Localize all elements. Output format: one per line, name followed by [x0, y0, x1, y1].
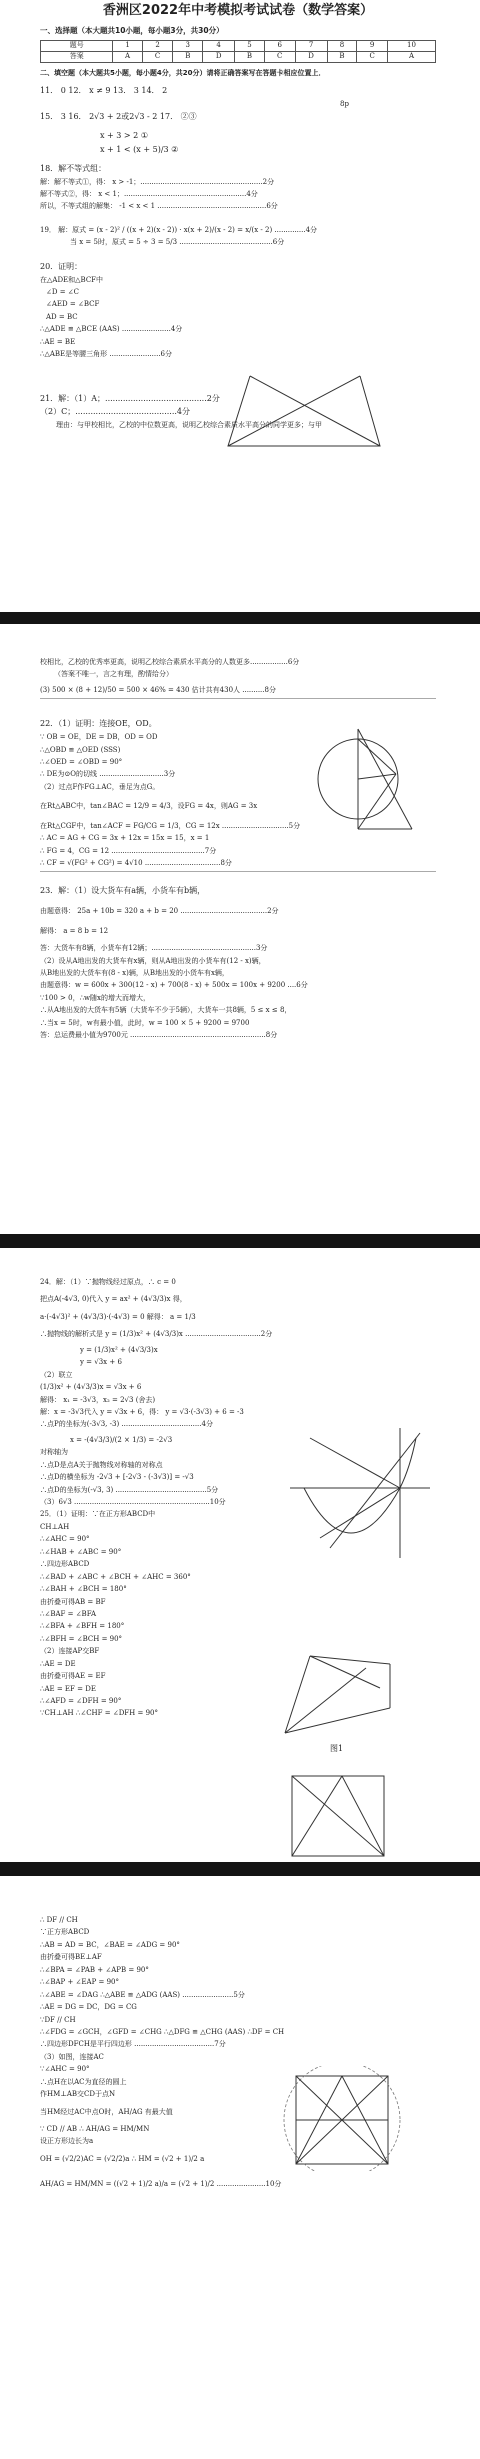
q25-line-f: ∴∠BAH + ∠BCH = 180°	[40, 1585, 127, 1594]
q20-line-c: ∠AED = ∠BCF	[46, 300, 100, 309]
q20-line-g: ∴△ABE是等腰三角形 .......................6分	[40, 350, 173, 359]
page-2	[0, 624, 480, 1234]
page-4	[0, 1876, 480, 2459]
q24-line-m: ∴点D是点A关于抛物线对称轴的对称点	[40, 1460, 163, 1469]
answer-table-head	[41, 40, 436, 51]
q24-line-j: ∴点P的坐标为(-3√3, -3) ....................................4分	[40, 1420, 213, 1429]
q18-step2: 解不等式②，得： x < 1；.......................................................4分	[40, 189, 258, 198]
q25-line-b: ∴∠AHC = 90°	[40, 1535, 90, 1544]
q23-line-f: 由题意得：w = 600x + 300(12 - x) + 700(8 - x) + 500x = 100x + 9200 ....6分	[40, 981, 308, 990]
q20-line-e: ∴△ADE ≌ △BCE (AAS) ......................4分	[40, 325, 183, 334]
answer-table-head-cell: 7	[295, 40, 327, 51]
page-1	[0, 0, 480, 612]
answer-table-cell: D	[203, 51, 235, 62]
p4-line-13: ∵∠AHC = 90°	[40, 2065, 90, 2074]
q20-line-a: 在△ADE和△BCF中	[40, 275, 104, 284]
p4-line-3: ∴AB = AD = BC，∠BAE = ∠ADG = 90°	[40, 1940, 180, 1949]
p4-line-19: OH = (√2/2)AC = (√2/2)a ∴ HM = (√2 + 1)/2 a	[40, 2154, 205, 2163]
inequality-2: x + 1 < (x + 5)/3 ②	[100, 144, 179, 154]
q22-line-g: 在Rt△CGF中，tan∠ACF = FG/CG = 1/3，CG = 12x ..............................5分	[40, 821, 301, 830]
p4-line-7: ∴∠ABE = ∠DAG ∴△ABE ≌ △ADG (AAS) .......................5分	[40, 1990, 245, 1999]
p4-line-8: ∴AE = DG = DC，DG = CG	[40, 2003, 137, 2012]
p4-line-12: （3）如图，连接AC	[40, 2052, 104, 2061]
answer-table-cell: D	[295, 51, 327, 62]
q23-line-i: ∴当x = 5时，w有最小值，此时，w = 100 × 5 + 9200 = 9700	[40, 1018, 250, 1027]
answer-table-row	[41, 51, 436, 62]
answer-table-head-cell: 3	[173, 40, 203, 51]
p4-line-1: ∴ DF // CH	[40, 1916, 78, 1924]
q23-line-e: 从B地出发的大货车有(8 - x)辆，从B地出发的小货车有x辆，	[40, 969, 229, 978]
q22-heading: 22．（1）证明：连接OE，OD。	[40, 719, 157, 729]
q25-figure-3	[282, 2066, 402, 2171]
q25-line-i: ∴∠BFA + ∠BFH = 180°	[40, 1622, 125, 1631]
answer-table	[40, 40, 436, 63]
p4-line-6: ∴∠BAP + ∠EAP = 90°	[40, 1978, 120, 1987]
q22-figure	[300, 724, 420, 834]
q24-line-g: (1/3)x² + (4√3/3)x = √3x + 6	[40, 1383, 142, 1392]
q25-line-j: ∴∠BFH = ∠BCH = 90°	[40, 1634, 123, 1643]
section-fill-heading: 二、填空题（本大题共5小题，每小题4分，共20分）请将正确答案写在答题卡相应位置上．	[40, 68, 326, 77]
q24-line-l: 对称轴为	[40, 1448, 68, 1457]
q20-line-d: AD = BC	[46, 312, 78, 321]
answer-table-cell: C	[264, 51, 295, 62]
answer-table-head-cell: 9	[357, 40, 388, 51]
answer-table-cell: A	[388, 51, 436, 62]
p4-line-18: 设正方形边长为a	[40, 2137, 94, 2146]
q21-line-4: 校相比，乙校的优秀率更高，说明乙校综合素质水平高分的人数更多.................6分	[40, 658, 300, 666]
q24-line-a: 把点A(-4√3, 0)代入 y = ax² + (4√3/3)x 得，	[40, 1295, 187, 1304]
q24-line-e: y = √3x + 6	[80, 1358, 122, 1367]
q18-step1: 解：解不等式①，得： x > -1；.......................................................2分	[40, 177, 275, 186]
p4-line-20: AH/AG = HM/MN = ((√2 + 1)/2 a)/a = (√2 + 1)/2 ......................10分	[40, 2180, 282, 2189]
q23-line-b: 解得： a = 8 b = 12	[40, 926, 109, 935]
q25-line-n: ∴AE = EF = DE	[40, 1684, 96, 1693]
answer-table-head-cell: 8	[327, 40, 357, 51]
p4-line-4: 由折叠可得BE⊥AF	[40, 1953, 102, 1962]
q24-parabola-figure	[290, 1428, 430, 1558]
q23-line-h: ∴从A地出发的大货车有5辆（大货车不少于5辆），大货车一共8辆，5 ≤ x ≤ 8，	[40, 1006, 292, 1015]
page-gap-3	[0, 1862, 480, 1876]
q24-line-h: 解得： x₁ = -3√3，x₂ = 2√3 (舍去)	[40, 1395, 156, 1404]
p4-line-15: 作HM⊥AB交CD于点N	[40, 2090, 116, 2099]
q20-line-f: ∴AE = BE	[40, 337, 76, 346]
q23-line-d: （2）设从A地出发的大货车有x辆，则从A地出发的小货车有(12 - x)辆，	[40, 956, 266, 965]
q25-line-g: 由折叠可得AB = BF	[40, 1597, 106, 1606]
answer-table-cell: B	[173, 51, 203, 62]
fill-answers-1b: 8p	[340, 99, 349, 108]
q24-line-p: （3）6√3 .............................................................10分	[40, 1498, 226, 1506]
q20-figure	[220, 368, 390, 458]
p4-line-10: ∴∠FDG = ∠GCH，∠GFD = ∠CHG ∴△DFG ≌ △CHG (AAS) ∴DF = CH	[40, 2027, 285, 2036]
q24-line-c: ∴抛物线的解析式是 y = (1/3)x² + (4√3/3)x ..................................2分	[40, 1330, 273, 1339]
q23-line-c: 答：大货车有8辆，小货车有12辆；...............................................3分	[40, 944, 268, 953]
q22-line-c: ∴∠OED = ∠OBD = 90°	[40, 757, 123, 766]
q25-line-h: ∴∠BAF = ∠BFA	[40, 1609, 97, 1618]
section-choice-heading: 一、选择题（本大题共10小题，每小题3分，共30分）	[40, 25, 224, 35]
page-gap-2	[0, 1234, 480, 1248]
fill-answers-2: 15． 3 16． 2√3 + 2或2√3 - 2 17． ②③	[40, 112, 197, 122]
q25-figure-2	[282, 1770, 392, 1860]
q24-line-d: y = (1/3)x² + (4√3/3)x	[80, 1345, 158, 1354]
q19-step2: 当 x = 5时，原式 = 5 ÷ 3 = 5/3 ..........................................6分	[70, 238, 285, 247]
page-gap-1	[0, 612, 480, 624]
p4-line-14: ∴点H在以AC为直径的圆上	[40, 2077, 127, 2086]
q22-line-i: ∴ FG = 4，CG = 12 ..........................................7分	[40, 846, 217, 855]
p4-line-17: ∵ CD // AB ∴ AH/AG = HM/MN	[40, 2125, 150, 2133]
q22-line-j: ∴ CF = √(FG² + CG²) = 4√10 ..................................8分	[40, 859, 232, 868]
answer-table-head-cell: 10	[388, 40, 436, 51]
q20-line-b: ∠D = ∠C	[46, 287, 80, 296]
p4-line-9: ∵DF // CH	[40, 2015, 76, 2024]
q22-line-f: 在Rt△ABC中，tan∠BAC = 12/9 = 4/3，设FG = 4x，则AG = 3x	[40, 802, 258, 811]
page-title: 香洲区2022年中考模拟考试试卷（数学答案）	[102, 3, 374, 18]
q21-step3: (3) 500 × (8 + 12)/50 = 500 × 46% = 430 估计共有430人 ..........8分	[40, 685, 276, 694]
q25-line-p: ∵CH⊥AH ∴∠CHF = ∠DFH = 90°	[40, 1709, 158, 1718]
answer-table-head-cell: 2	[142, 40, 173, 51]
answer-table-cell: C	[357, 51, 388, 62]
q19-step1: 19． 解：原式 = (x - 2)² / ((x + 2)(x - 2)) · x(x + 2)/(x - 2) = x/(x - 2) ..............4分	[40, 225, 318, 234]
q25-figure-1	[270, 1648, 400, 1738]
p4-line-5: ∴∠BPA = ∠PAB + ∠APB = 90°	[40, 1965, 149, 1974]
inequality-1: x + 3 > 2 ①	[100, 131, 148, 141]
q24-line-f: （2）联立	[40, 1370, 73, 1379]
q25-line-o: ∴∠AFD = ∠DFH = 90°	[40, 1697, 122, 1705]
q24-line-b: a·(-4√3)² + (4√3/3)·(-4√3) = 0 解得： a = 1/3	[40, 1312, 196, 1321]
answer-table-head-cell: 5	[235, 40, 265, 51]
q24-line-n: ∴点D的横坐标为 -2√3 + [-2√3 - (-3√3)] = -√3	[40, 1473, 194, 1482]
q23-line-a: 由题意得： 25a + 10b = 320 a + b = 20 .......................................2分	[40, 907, 279, 916]
q23-line-g: ∵100 > 0，∴w随x的增大而增大，	[40, 993, 150, 1002]
answer-table-head-cell: 4	[203, 40, 235, 51]
answer-table-cell: B	[327, 51, 357, 62]
q25-line-e: ∴∠BAD + ∠ABC + ∠BCH + ∠AHC = 360°	[40, 1572, 191, 1581]
q25-line-l: ∴AE = DE	[40, 1659, 76, 1668]
q22-line-d: ∴ DE为⊙O的切线 .............................3分	[40, 770, 176, 779]
q24-line-i: 解：x = -3√3代入 y = √3x + 6，得： y = √3·(-3√3) + 6 = -3	[40, 1407, 244, 1416]
q18-step3: 所以，不等式组的解集： -1 < x < 1 .................................................6分	[40, 202, 278, 211]
q25-line-k: （2）连接AP交BF	[40, 1647, 100, 1656]
q21-line-2: （2）C；........................................4分	[40, 407, 191, 417]
p4-line-2: ∵正方形ABCD	[40, 1928, 90, 1937]
q21-line-3: 理由：与甲校相比，乙校的中位数更高，说明乙校综合素质水平高分的同学更多；与甲	[56, 421, 322, 430]
q21-line-1: 21．解：（1）A；........................................2分	[40, 393, 220, 403]
q25-line-1: 25．（1）证明：∵在正方形ABCD中	[40, 1510, 156, 1519]
q25-line-m: 由折叠可得AE = EF	[40, 1672, 106, 1681]
answer-table-head-cell: 题号	[41, 40, 113, 51]
q25-line-c: ∴∠HAB + ∠ABC = 90°	[40, 1547, 122, 1556]
q22-line-b: ∴△OBD ≌ △OED (SSS)	[40, 745, 121, 754]
p4-line-16: 当HM经过AC中点O时，AH/AG 有最大值	[40, 2107, 173, 2116]
answer-table-cell: 答案	[41, 51, 113, 62]
fill-answers-1: 11． 0 12． x ≠ 9 13． 3 14． 2	[40, 86, 168, 96]
q20-heading: 20．证明：	[40, 261, 83, 271]
p4-line-11: ∴四边形DFCH是平行四边形 ....................................7分	[40, 2040, 226, 2049]
q25-line-d: ∴四边形ABCD	[40, 1560, 90, 1569]
q24-line-o: ∴点D的坐标为(-√3, 3) .........................................5分	[40, 1485, 219, 1494]
q18-heading: 18．解不等式组：	[40, 163, 107, 173]
answer-table-cell: B	[235, 51, 265, 62]
q23-heading: 23．解：（1）设大货车有a辆，小货车有b辆，	[40, 886, 206, 896]
q22-line-a: ∵ OB = OE，DE = DB，OD = OD	[40, 733, 158, 742]
answer-table-head-cell: 1	[113, 40, 142, 51]
answer-table-cell: C	[142, 51, 173, 62]
q21-note: （答案不唯一，言之有理，酌情给分）	[54, 670, 173, 679]
answer-table-head-cell: 6	[264, 40, 295, 51]
q22-line-e: （2）过点F作FG⊥AC，垂足为点G。	[40, 782, 160, 791]
q24-line-1: 24．解：（1）∵抛物线经过原点，∴ c = 0	[40, 1278, 176, 1286]
q24-line-k: x = -(4√3/3)/(2 × 1/3) = -2√3	[70, 1435, 173, 1444]
q25-line-a: CH⊥AH	[40, 1522, 70, 1531]
answer-table-cell: A	[113, 51, 142, 62]
figure-1-caption: 图1	[330, 1744, 344, 1753]
q23-line-j: 答：总运费最小值为9700元 .............................................................8分	[40, 1031, 278, 1040]
q22-line-h: ∴ AC = AG + CG = 3x + 12x = 15x = 15，x = 1	[40, 834, 210, 843]
page-3	[0, 1248, 480, 1862]
